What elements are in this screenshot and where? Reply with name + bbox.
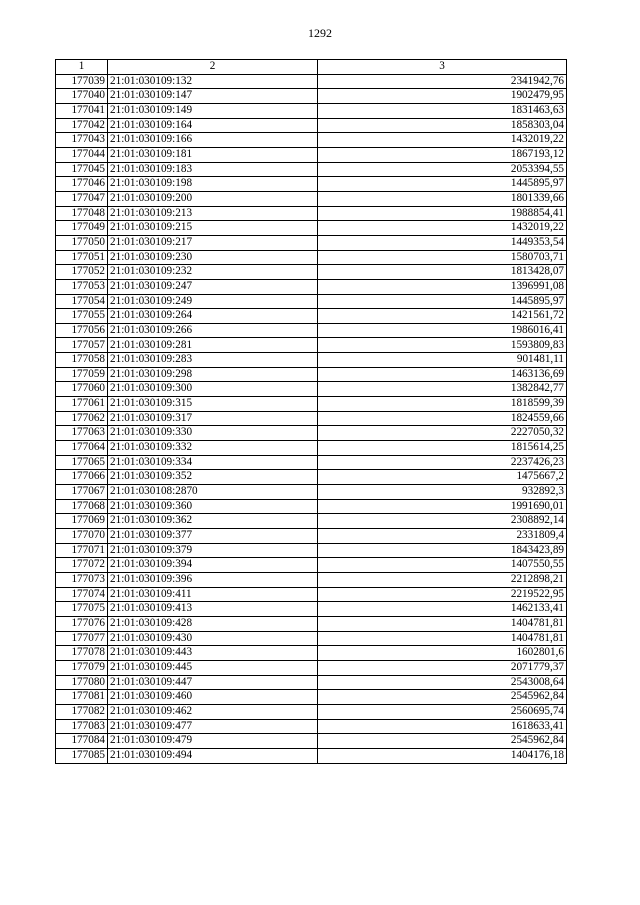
- table-row: [56, 338, 567, 353]
- value: 1988854,41: [318, 206, 567, 221]
- value: 1432019,22: [318, 133, 567, 148]
- table-row: [56, 133, 567, 148]
- row-number: 177076: [56, 616, 108, 631]
- table-row: [56, 191, 567, 206]
- cadastral-number: 21:01:030109:300: [108, 382, 318, 397]
- table-row: [56, 734, 567, 749]
- cadastral-number: 21:01:030109:494: [108, 748, 318, 763]
- table-row: [56, 206, 567, 221]
- value: 1986016,41: [318, 323, 567, 338]
- table-row: [56, 235, 567, 250]
- cadastral-number: 21:01:030109:477: [108, 719, 318, 734]
- value: 2341942,76: [318, 74, 567, 89]
- row-number: 177041: [56, 103, 108, 118]
- row-number: 177078: [56, 646, 108, 661]
- cadastral-number: 21:01:030109:334: [108, 455, 318, 470]
- cadastral-number: 21:01:030109:149: [108, 103, 318, 118]
- table-row: [56, 397, 567, 412]
- value: 2308892,14: [318, 514, 567, 529]
- cadastral-number: 21:01:030109:315: [108, 397, 318, 412]
- row-number: 177052: [56, 265, 108, 280]
- table-row: [56, 558, 567, 573]
- row-number: 177057: [56, 338, 108, 353]
- cadastral-number: 21:01:030109:430: [108, 631, 318, 646]
- row-number: 177071: [56, 543, 108, 558]
- table-row: [56, 660, 567, 675]
- row-number: 177081: [56, 690, 108, 705]
- cadastral-number: 21:01:030109:147: [108, 89, 318, 104]
- cadastral-number: 21:01:030109:394: [108, 558, 318, 573]
- cadastral-number: 21:01:030108:2870: [108, 485, 318, 500]
- row-number: 177055: [56, 309, 108, 324]
- table-row: [56, 411, 567, 426]
- table-row: [56, 147, 567, 162]
- row-number: 177061: [56, 397, 108, 412]
- row-number: 177059: [56, 367, 108, 382]
- page-number: 1292: [308, 26, 332, 40]
- table-row: [56, 616, 567, 631]
- row-number: 177084: [56, 734, 108, 749]
- row-number: 177050: [56, 235, 108, 250]
- table-row: [56, 441, 567, 456]
- table-row: [56, 485, 567, 500]
- value: 2545962,84: [318, 690, 567, 705]
- table-row: [56, 499, 567, 514]
- table-row: [56, 602, 567, 617]
- value: 932892,3: [318, 485, 567, 500]
- table-row: [56, 675, 567, 690]
- row-number: 177073: [56, 572, 108, 587]
- header-row: [56, 60, 567, 75]
- value: 1902479,95: [318, 89, 567, 104]
- cadastral-number: 21:01:030109:232: [108, 265, 318, 280]
- table-row: [56, 631, 567, 646]
- table-body: [56, 74, 567, 763]
- cadastral-number: 21:01:030109:132: [108, 74, 318, 89]
- cadastral-number: 21:01:030109:283: [108, 353, 318, 368]
- value: 1449353,54: [318, 235, 567, 250]
- cadastral-number: 21:01:030109:352: [108, 470, 318, 485]
- cadastral-number: 21:01:030109:198: [108, 177, 318, 192]
- row-number: 177067: [56, 485, 108, 500]
- table-row: [56, 250, 567, 265]
- value: 1475667,2: [318, 470, 567, 485]
- cadastral-number: 21:01:030109:396: [108, 572, 318, 587]
- row-number: 177045: [56, 162, 108, 177]
- value: 1593809,83: [318, 338, 567, 353]
- value: 1815614,25: [318, 441, 567, 456]
- table-row: [56, 529, 567, 544]
- value: 2212898,21: [318, 572, 567, 587]
- cadastral-number: 21:01:030109:215: [108, 221, 318, 236]
- row-number: 177058: [56, 353, 108, 368]
- value: 1445895,97: [318, 177, 567, 192]
- value: 1991690,01: [318, 499, 567, 514]
- row-number: 177085: [56, 748, 108, 763]
- table-row: [56, 221, 567, 236]
- row-number: 177047: [56, 191, 108, 206]
- table-row: [56, 323, 567, 338]
- value: 1831463,63: [318, 103, 567, 118]
- column-header-2: 2: [108, 60, 318, 75]
- row-number: 177066: [56, 470, 108, 485]
- row-number: 177051: [56, 250, 108, 265]
- cadastral-number: 21:01:030109:249: [108, 294, 318, 309]
- table-row: [56, 265, 567, 280]
- table-header: [56, 60, 567, 75]
- value: 1382842,77: [318, 382, 567, 397]
- value: 1445895,97: [318, 294, 567, 309]
- table-row: [56, 470, 567, 485]
- cadastral-number: 21:01:030109:298: [108, 367, 318, 382]
- row-number: 177063: [56, 426, 108, 441]
- row-number: 177054: [56, 294, 108, 309]
- row-number: 177056: [56, 323, 108, 338]
- row-number: 177039: [56, 74, 108, 89]
- cadastral-number: 21:01:030109:264: [108, 309, 318, 324]
- value: 1801339,66: [318, 191, 567, 206]
- table-row: [56, 543, 567, 558]
- value: 1618633,41: [318, 719, 567, 734]
- value: 1843423,89: [318, 543, 567, 558]
- cadastral-number: 21:01:030109:266: [108, 323, 318, 338]
- table-row: [56, 367, 567, 382]
- cadastral-number: 21:01:030109:411: [108, 587, 318, 602]
- value: 1824559,66: [318, 411, 567, 426]
- value: 1602801,6: [318, 646, 567, 661]
- row-number: 177074: [56, 587, 108, 602]
- value: 2237426,23: [318, 455, 567, 470]
- table-row: [56, 353, 567, 368]
- row-number: 177064: [56, 441, 108, 456]
- value: 1580703,71: [318, 250, 567, 265]
- cadastral-number: 21:01:030109:247: [108, 279, 318, 294]
- value: 1404781,81: [318, 616, 567, 631]
- value: 1396991,08: [318, 279, 567, 294]
- cadastral-number: 21:01:030109:379: [108, 543, 318, 558]
- table-row: [56, 646, 567, 661]
- table-row: [56, 89, 567, 104]
- value: 1867193,12: [318, 147, 567, 162]
- table-row: [56, 587, 567, 602]
- row-number: 177083: [56, 719, 108, 734]
- row-number: 177043: [56, 133, 108, 148]
- cadastral-number: 21:01:030109:462: [108, 704, 318, 719]
- cadastral-number: 21:01:030109:330: [108, 426, 318, 441]
- row-number: 177065: [56, 455, 108, 470]
- cadastral-number: 21:01:030109:360: [108, 499, 318, 514]
- cadastral-number: 21:01:030109:447: [108, 675, 318, 690]
- cadastral-number: 21:01:030109:445: [108, 660, 318, 675]
- value: 2053394,55: [318, 162, 567, 177]
- cadastral-number: 21:01:030109:166: [108, 133, 318, 148]
- table-row: [56, 279, 567, 294]
- cadastral-number: 21:01:030109:332: [108, 441, 318, 456]
- row-number: 177048: [56, 206, 108, 221]
- value: 901481,11: [318, 353, 567, 368]
- cadastral-number: 21:01:030109:413: [108, 602, 318, 617]
- table-row: [56, 74, 567, 89]
- cadastral-number: 21:01:030109:213: [108, 206, 318, 221]
- value: 1421561,72: [318, 309, 567, 324]
- table-row: [56, 690, 567, 705]
- row-number: 177046: [56, 177, 108, 192]
- cadastral-number: 21:01:030109:428: [108, 616, 318, 631]
- row-number: 177075: [56, 602, 108, 617]
- cadastral-number: 21:01:030109:230: [108, 250, 318, 265]
- table-row: [56, 455, 567, 470]
- cadastral-number: 21:01:030109:183: [108, 162, 318, 177]
- cadastral-number: 21:01:030109:164: [108, 118, 318, 133]
- cadastral-number: 21:01:030109:443: [108, 646, 318, 661]
- value: 1818599,39: [318, 397, 567, 412]
- table-row: [56, 103, 567, 118]
- value: 1404781,81: [318, 631, 567, 646]
- value: 1407550,55: [318, 558, 567, 573]
- row-number: 177079: [56, 660, 108, 675]
- value: 2560695,74: [318, 704, 567, 719]
- value: 1432019,22: [318, 221, 567, 236]
- row-number: 177062: [56, 411, 108, 426]
- value: 2227050,32: [318, 426, 567, 441]
- row-number: 177072: [56, 558, 108, 573]
- column-header-3: 3: [318, 60, 567, 75]
- value: 2219522,95: [318, 587, 567, 602]
- cadastral-number: 21:01:030109:281: [108, 338, 318, 353]
- row-number: 177068: [56, 499, 108, 514]
- row-number: 177080: [56, 675, 108, 690]
- table-row: [56, 294, 567, 309]
- table-row: [56, 748, 567, 763]
- value: 1813428,07: [318, 265, 567, 280]
- table-row: [56, 719, 567, 734]
- cadastral-number: 21:01:030109:181: [108, 147, 318, 162]
- column-header-1: 1: [56, 60, 108, 75]
- table-row: [56, 309, 567, 324]
- value: 1404176,18: [318, 748, 567, 763]
- table-row: [56, 704, 567, 719]
- row-number: 177053: [56, 279, 108, 294]
- row-number: 177082: [56, 704, 108, 719]
- cadastral-number: 21:01:030109:362: [108, 514, 318, 529]
- cadastral-number: 21:01:030109:317: [108, 411, 318, 426]
- row-number: 177044: [56, 147, 108, 162]
- row-number: 177070: [56, 529, 108, 544]
- registry-table: [55, 59, 567, 764]
- table-row: [56, 177, 567, 192]
- row-number: 177049: [56, 221, 108, 236]
- value: 2071779,37: [318, 660, 567, 675]
- cadastral-number: 21:01:030109:217: [108, 235, 318, 250]
- table-row: [56, 572, 567, 587]
- value: 1463136,69: [318, 367, 567, 382]
- value: 2543008,64: [318, 675, 567, 690]
- table-row: [56, 514, 567, 529]
- cadastral-number: 21:01:030109:479: [108, 734, 318, 749]
- cadastral-number: 21:01:030109:460: [108, 690, 318, 705]
- row-number: 177042: [56, 118, 108, 133]
- table-row: [56, 426, 567, 441]
- cadastral-number: 21:01:030109:377: [108, 529, 318, 544]
- table-row: [56, 162, 567, 177]
- value: 1462133,41: [318, 602, 567, 617]
- value: 2545962,84: [318, 734, 567, 749]
- value: 2331809,4: [318, 529, 567, 544]
- row-number: 177077: [56, 631, 108, 646]
- row-number: 177040: [56, 89, 108, 104]
- row-number: 177069: [56, 514, 108, 529]
- value: 1858303,04: [318, 118, 567, 133]
- table-row: [56, 382, 567, 397]
- cadastral-number: 21:01:030109:200: [108, 191, 318, 206]
- table-row: [56, 118, 567, 133]
- row-number: 177060: [56, 382, 108, 397]
